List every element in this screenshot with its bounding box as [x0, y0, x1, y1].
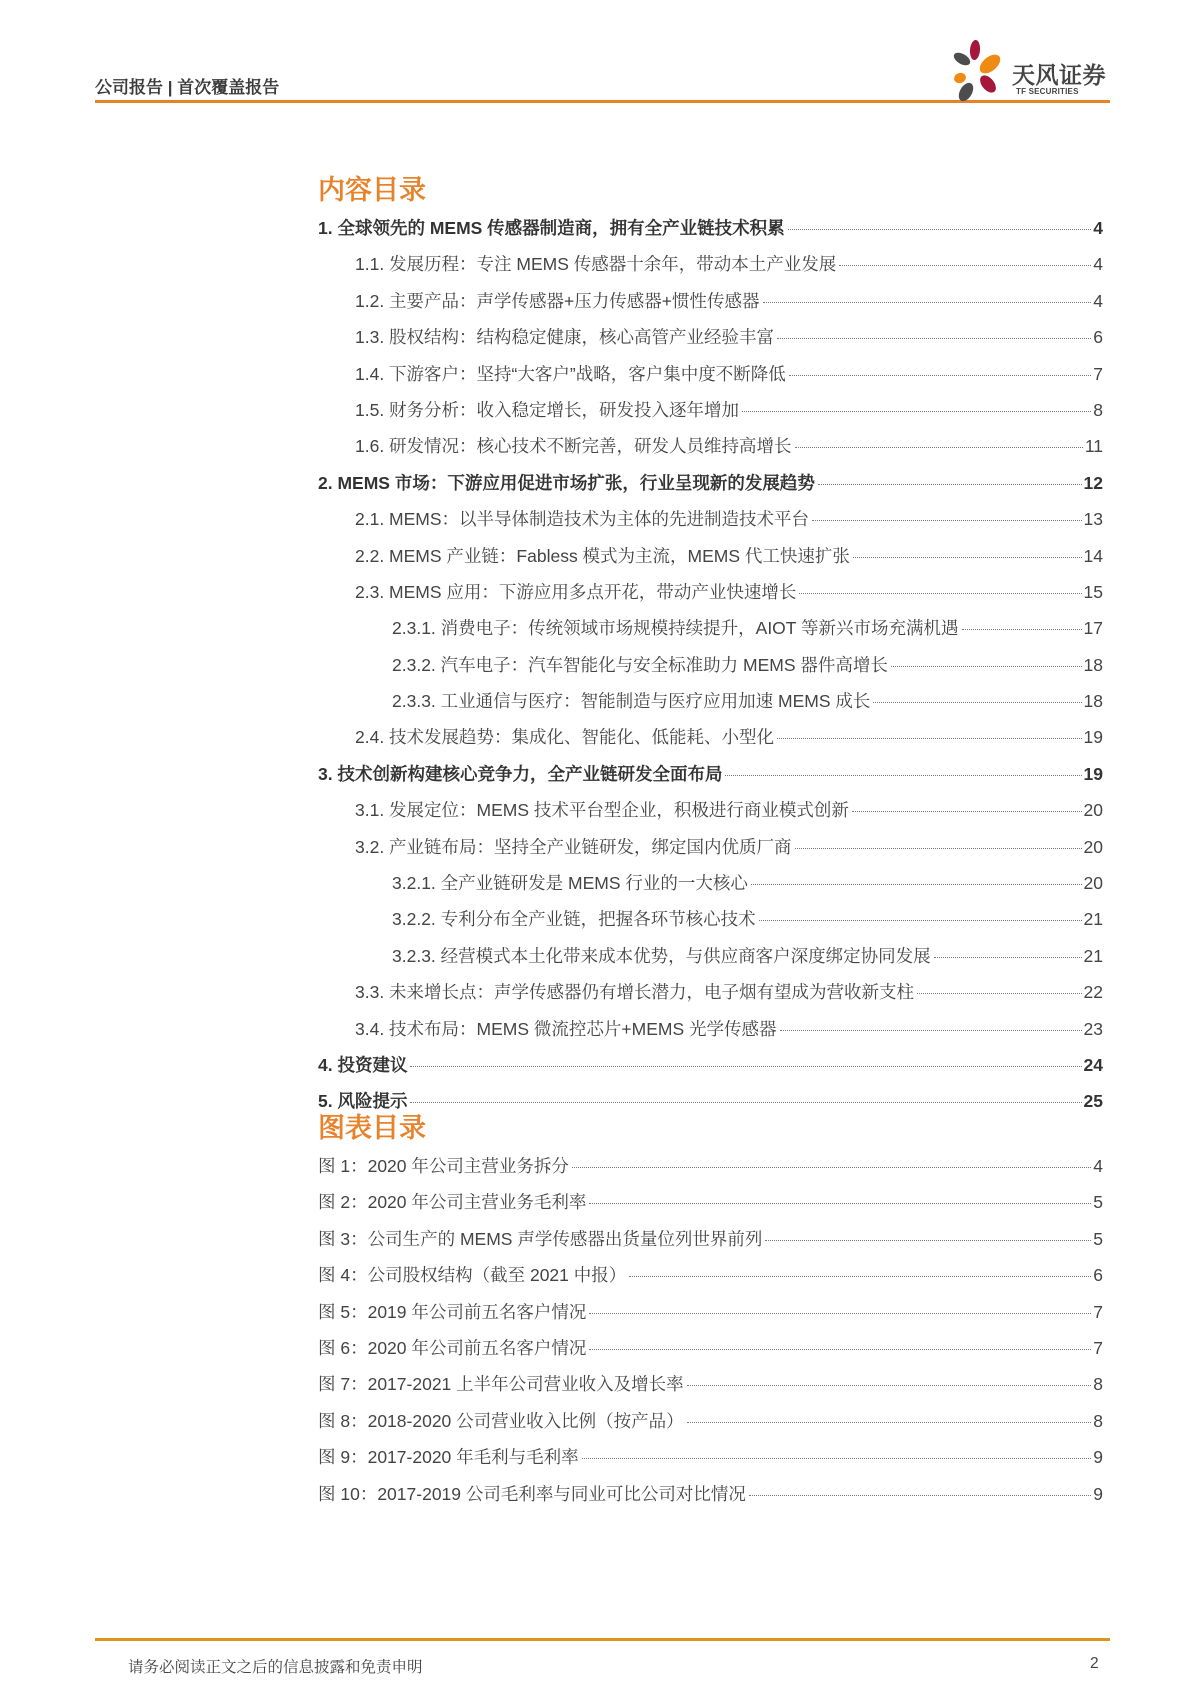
dot-leader: [795, 447, 1083, 448]
toc-section-link[interactable]: [318, 392, 1103, 428]
entry-title: 2.3. MEMS 应用：下游应用多点开花，带动产业快速增长: [355, 581, 797, 602]
dot-leader: [891, 666, 1082, 667]
entry-title: 3.2.2. 专利分布全产业链，把握各环节核心技术: [392, 909, 756, 930]
dot-leader: [751, 884, 1082, 885]
disclaimer-notice: 请务必阅读正文之后的信息披露和免责申明: [128, 1659, 423, 1676]
entry-page-number: 4: [1093, 290, 1103, 311]
figure-list-link[interactable]: [318, 1148, 1103, 1184]
entry-page-number: 5: [1093, 1192, 1103, 1213]
entry-title: 1.1. 发展历程：专注 MEMS 传感器十余年，带动本土产业发展: [355, 254, 837, 275]
entry-title: 图 4：公司股权结构（截至 2021 中报）: [318, 1265, 627, 1286]
dot-leader: [777, 738, 1081, 739]
dot-leader: [765, 1240, 1091, 1241]
entry-title: 图 6：2020 年公司前五名客户情况: [318, 1337, 587, 1358]
toc-subsection-link[interactable]: [318, 683, 1103, 719]
entry-page-number: 23: [1083, 1018, 1103, 1039]
dot-leader: [589, 1349, 1091, 1350]
entry-title: 3.1. 发展定位：MEMS 技术平台型企业，积极进行商业模式创新: [355, 800, 849, 821]
entry-title: 3.2.3. 经营模式本土化带来成本优势，与供应商客户深度绑定协同发展: [392, 945, 931, 966]
toc-chapter-link[interactable]: [318, 1047, 1103, 1083]
toc-title: 内容目录: [318, 175, 426, 205]
dot-leader: [589, 1313, 1091, 1314]
entry-page-number: 9: [1093, 1483, 1103, 1504]
toc-subsection-link[interactable]: [318, 901, 1103, 937]
dot-leader: [917, 993, 1081, 994]
figure-list-link[interactable]: [318, 1257, 1103, 1293]
dot-leader: [687, 1422, 1092, 1423]
entry-page-number: 5: [1093, 1228, 1103, 1249]
entry-title: 2.3.2. 汽车电子：汽车智能化与安全标准助力 MEMS 器件高增长: [392, 654, 888, 675]
toc-section-link[interactable]: [318, 974, 1103, 1010]
dot-leader: [742, 411, 1091, 412]
figure-list-link[interactable]: [318, 1221, 1103, 1257]
entry-title: 图 7：2017-2021 上半年公司营业收入及增长率: [318, 1374, 684, 1395]
dot-leader: [629, 1276, 1091, 1277]
figure-list-link[interactable]: [318, 1330, 1103, 1366]
figure-list-link[interactable]: [318, 1366, 1103, 1402]
dot-leader: [818, 484, 1082, 485]
toc-section-link[interactable]: [318, 319, 1103, 355]
toc-chapter-link[interactable]: [318, 756, 1103, 792]
entry-title: 图 8：2018-2020 公司营业收入比例（按产品）: [318, 1410, 684, 1431]
toc-chapter-link[interactable]: [318, 465, 1103, 501]
dot-leader: [853, 557, 1082, 558]
entry-title: 1.2. 主要产品：声学传感器+压力传感器+惯性传感器: [355, 290, 760, 311]
entry-page-number: 8: [1093, 1410, 1103, 1431]
entry-page-number: 14: [1083, 545, 1103, 566]
entry-title: 2. MEMS 市场：下游应用促进市场扩张，行业呈现新的发展趋势: [318, 472, 815, 493]
entry-page-number: 21: [1083, 909, 1103, 930]
entry-title: 2.4. 技术发展趋势：集成化、智能化、低能耗、小型化: [355, 727, 775, 748]
dot-leader: [789, 375, 1092, 376]
dot-leader: [777, 338, 1091, 339]
entry-title: 5. 风险提示: [318, 1091, 408, 1112]
dot-leader: [589, 1203, 1091, 1204]
entry-title: 图 9：2017-2020 年毛利与毛利率: [318, 1447, 579, 1468]
entry-page-number: 25: [1083, 1091, 1103, 1112]
entry-page-number: 19: [1083, 763, 1103, 784]
entry-page-number: 21: [1083, 945, 1103, 966]
toc-subsection-link[interactable]: [318, 610, 1103, 646]
entry-title: 1. 全球领先的 MEMS 传感器制造商，拥有全产业链技术积累: [318, 218, 785, 238]
toc-section: [318, 170, 1103, 1120]
entry-page-number: 18: [1083, 654, 1103, 675]
page-number: 2: [1090, 1655, 1099, 1672]
dot-leader: [687, 1385, 1092, 1386]
entry-page-number: 11: [1084, 436, 1103, 457]
dot-leader: [799, 593, 1081, 594]
dot-leader: [582, 1458, 1092, 1459]
entry-title: 图 5：2019 年公司前五名客户情况: [318, 1301, 587, 1322]
toc-list: [318, 210, 1103, 1120]
entry-page-number: 20: [1083, 873, 1103, 894]
brand-logo: [950, 40, 1110, 102]
entry-title: 3. 技术创新构建核心竞争力，全产业链研发全面布局: [318, 763, 723, 784]
figures-section: [318, 1108, 1103, 1512]
dot-leader: [410, 1102, 1081, 1103]
entry-page-number: 6: [1093, 1265, 1103, 1286]
entry-title: 1.4. 下游客户：坚持“大客户”战略，客户集中度不断降低: [355, 363, 786, 384]
figure-list-link[interactable]: [318, 1476, 1103, 1512]
entry-page-number: 15: [1083, 581, 1103, 602]
entry-page-number: 24: [1083, 1054, 1103, 1075]
toc-chapter-link[interactable]: [318, 210, 1103, 246]
dot-leader: [759, 920, 1082, 921]
entry-page-number: 7: [1093, 1337, 1103, 1358]
dot-leader: [839, 265, 1091, 266]
entry-title: 1.6. 研发情况：核心技术不断完善，研发人员维持高增长: [355, 436, 792, 457]
dot-leader: [852, 811, 1082, 812]
brand-name-en: TF SECURITIES: [1016, 87, 1079, 96]
entry-title: 2.2. MEMS 产业链：Fabless 模式为主流，MEMS 代工快速扩张: [355, 545, 850, 566]
figure-list-link[interactable]: [318, 1294, 1103, 1330]
entry-title: 4. 投资建议: [318, 1054, 408, 1075]
figures-list: [318, 1148, 1103, 1512]
entry-page-number: 4: [1093, 1156, 1103, 1176]
entry-title: 图 10：2017-2019 公司毛利率与同业可比公司对比情况: [318, 1483, 746, 1504]
figure-list-link[interactable]: [318, 1439, 1103, 1475]
dot-leader: [934, 957, 1082, 958]
entry-page-number: 18: [1083, 691, 1103, 712]
dot-leader: [795, 848, 1082, 849]
entry-title: 3.3. 未来增长点：声学传感器仍有增长潜力，电子烟有望成为营收新支柱: [355, 982, 915, 1003]
footer-divider: [95, 1638, 1110, 1641]
tf-petal-logo-icon: [950, 40, 1012, 102]
dot-leader: [749, 1495, 1091, 1496]
entry-page-number: 20: [1083, 836, 1103, 857]
entry-page-number: 20: [1083, 800, 1103, 821]
entry-page-number: 9: [1093, 1447, 1103, 1468]
figures-title: 图表目录: [318, 1113, 426, 1143]
entry-page-number: 17: [1083, 618, 1103, 639]
dot-leader: [788, 229, 1092, 230]
dot-leader: [873, 702, 1081, 703]
toc-section-link[interactable]: [318, 538, 1103, 574]
brand-name-cn: 天风证券: [1012, 62, 1106, 88]
dot-leader: [962, 629, 1082, 630]
entry-page-number: 7: [1093, 1301, 1103, 1322]
entry-title: 图 2：2020 年公司主营业务毛利率: [318, 1192, 587, 1213]
entry-page-number: 13: [1083, 509, 1103, 530]
toc-subsection-link[interactable]: [318, 938, 1103, 974]
entry-title: 1.3. 股权结构：结构稳定健康，核心高管产业经验丰富: [355, 327, 775, 348]
entry-page-number: 7: [1093, 363, 1103, 384]
entry-page-number: 8: [1093, 1374, 1103, 1395]
toc-section-link[interactable]: [318, 829, 1103, 865]
entry-title: 2.3.1. 消费电子：传统领域市场规模持续提升，AIOT 等新兴市场充满机遇: [392, 618, 959, 639]
dot-leader: [780, 1030, 1082, 1031]
entry-title: 1.5. 财务分析：收入稳定增长，研发投入逐年增加: [355, 399, 740, 420]
entry-page-number: 4: [1093, 218, 1103, 238]
toc-section-link[interactable]: [318, 246, 1103, 282]
dot-leader: [572, 1167, 1091, 1168]
page-header: [95, 40, 1110, 102]
toc-section-link[interactable]: [318, 1011, 1103, 1047]
entry-title: 图 1：2020 年公司主营业务拆分: [318, 1156, 569, 1176]
dot-leader: [763, 302, 1092, 303]
toc-section-link[interactable]: [318, 428, 1103, 464]
entry-page-number: 6: [1093, 327, 1103, 348]
dot-leader: [410, 1066, 1081, 1067]
toc-section-link[interactable]: [318, 792, 1103, 828]
toc-section-link[interactable]: [318, 501, 1103, 537]
toc-section-link[interactable]: [318, 356, 1103, 392]
entry-page-number: 22: [1083, 982, 1103, 1003]
entry-title: 2.1. MEMS：以半导体制造技术为主体的先进制造技术平台: [355, 509, 810, 530]
toc-section-link[interactable]: [318, 574, 1103, 610]
figure-list-link[interactable]: [318, 1184, 1103, 1220]
entry-page-number: 19: [1083, 727, 1103, 748]
entry-title: 图 3：公司生产的 MEMS 声学传感器出货量位列世界前列: [318, 1228, 763, 1249]
toc-section-link[interactable]: [318, 719, 1103, 755]
entry-title: 2.3.3. 工业通信与医疗：智能制造与医疗应用加速 MEMS 成长: [392, 691, 871, 712]
toc-subsection-link[interactable]: [318, 865, 1103, 901]
dot-leader: [725, 775, 1081, 776]
entry-title: 3.2.1. 全产业链研发是 MEMS 行业的一大核心: [392, 873, 748, 894]
toc-subsection-link[interactable]: [318, 647, 1103, 683]
toc-section-link[interactable]: [318, 283, 1103, 319]
entry-page-number: 4: [1093, 254, 1103, 275]
entry-title: 3.4. 技术布局：MEMS 微流控芯片+MEMS 光学传感器: [355, 1018, 777, 1039]
report-type-label: 公司报告 | 首次覆盖报告: [95, 78, 280, 97]
entry-page-number: 8: [1093, 399, 1103, 420]
figure-list-link[interactable]: [318, 1403, 1103, 1439]
entry-page-number: 12: [1083, 472, 1103, 493]
dot-leader: [812, 520, 1081, 521]
entry-title: 3.2. 产业链布局：坚持全产业链研发，绑定国内优质厂商: [355, 836, 792, 857]
